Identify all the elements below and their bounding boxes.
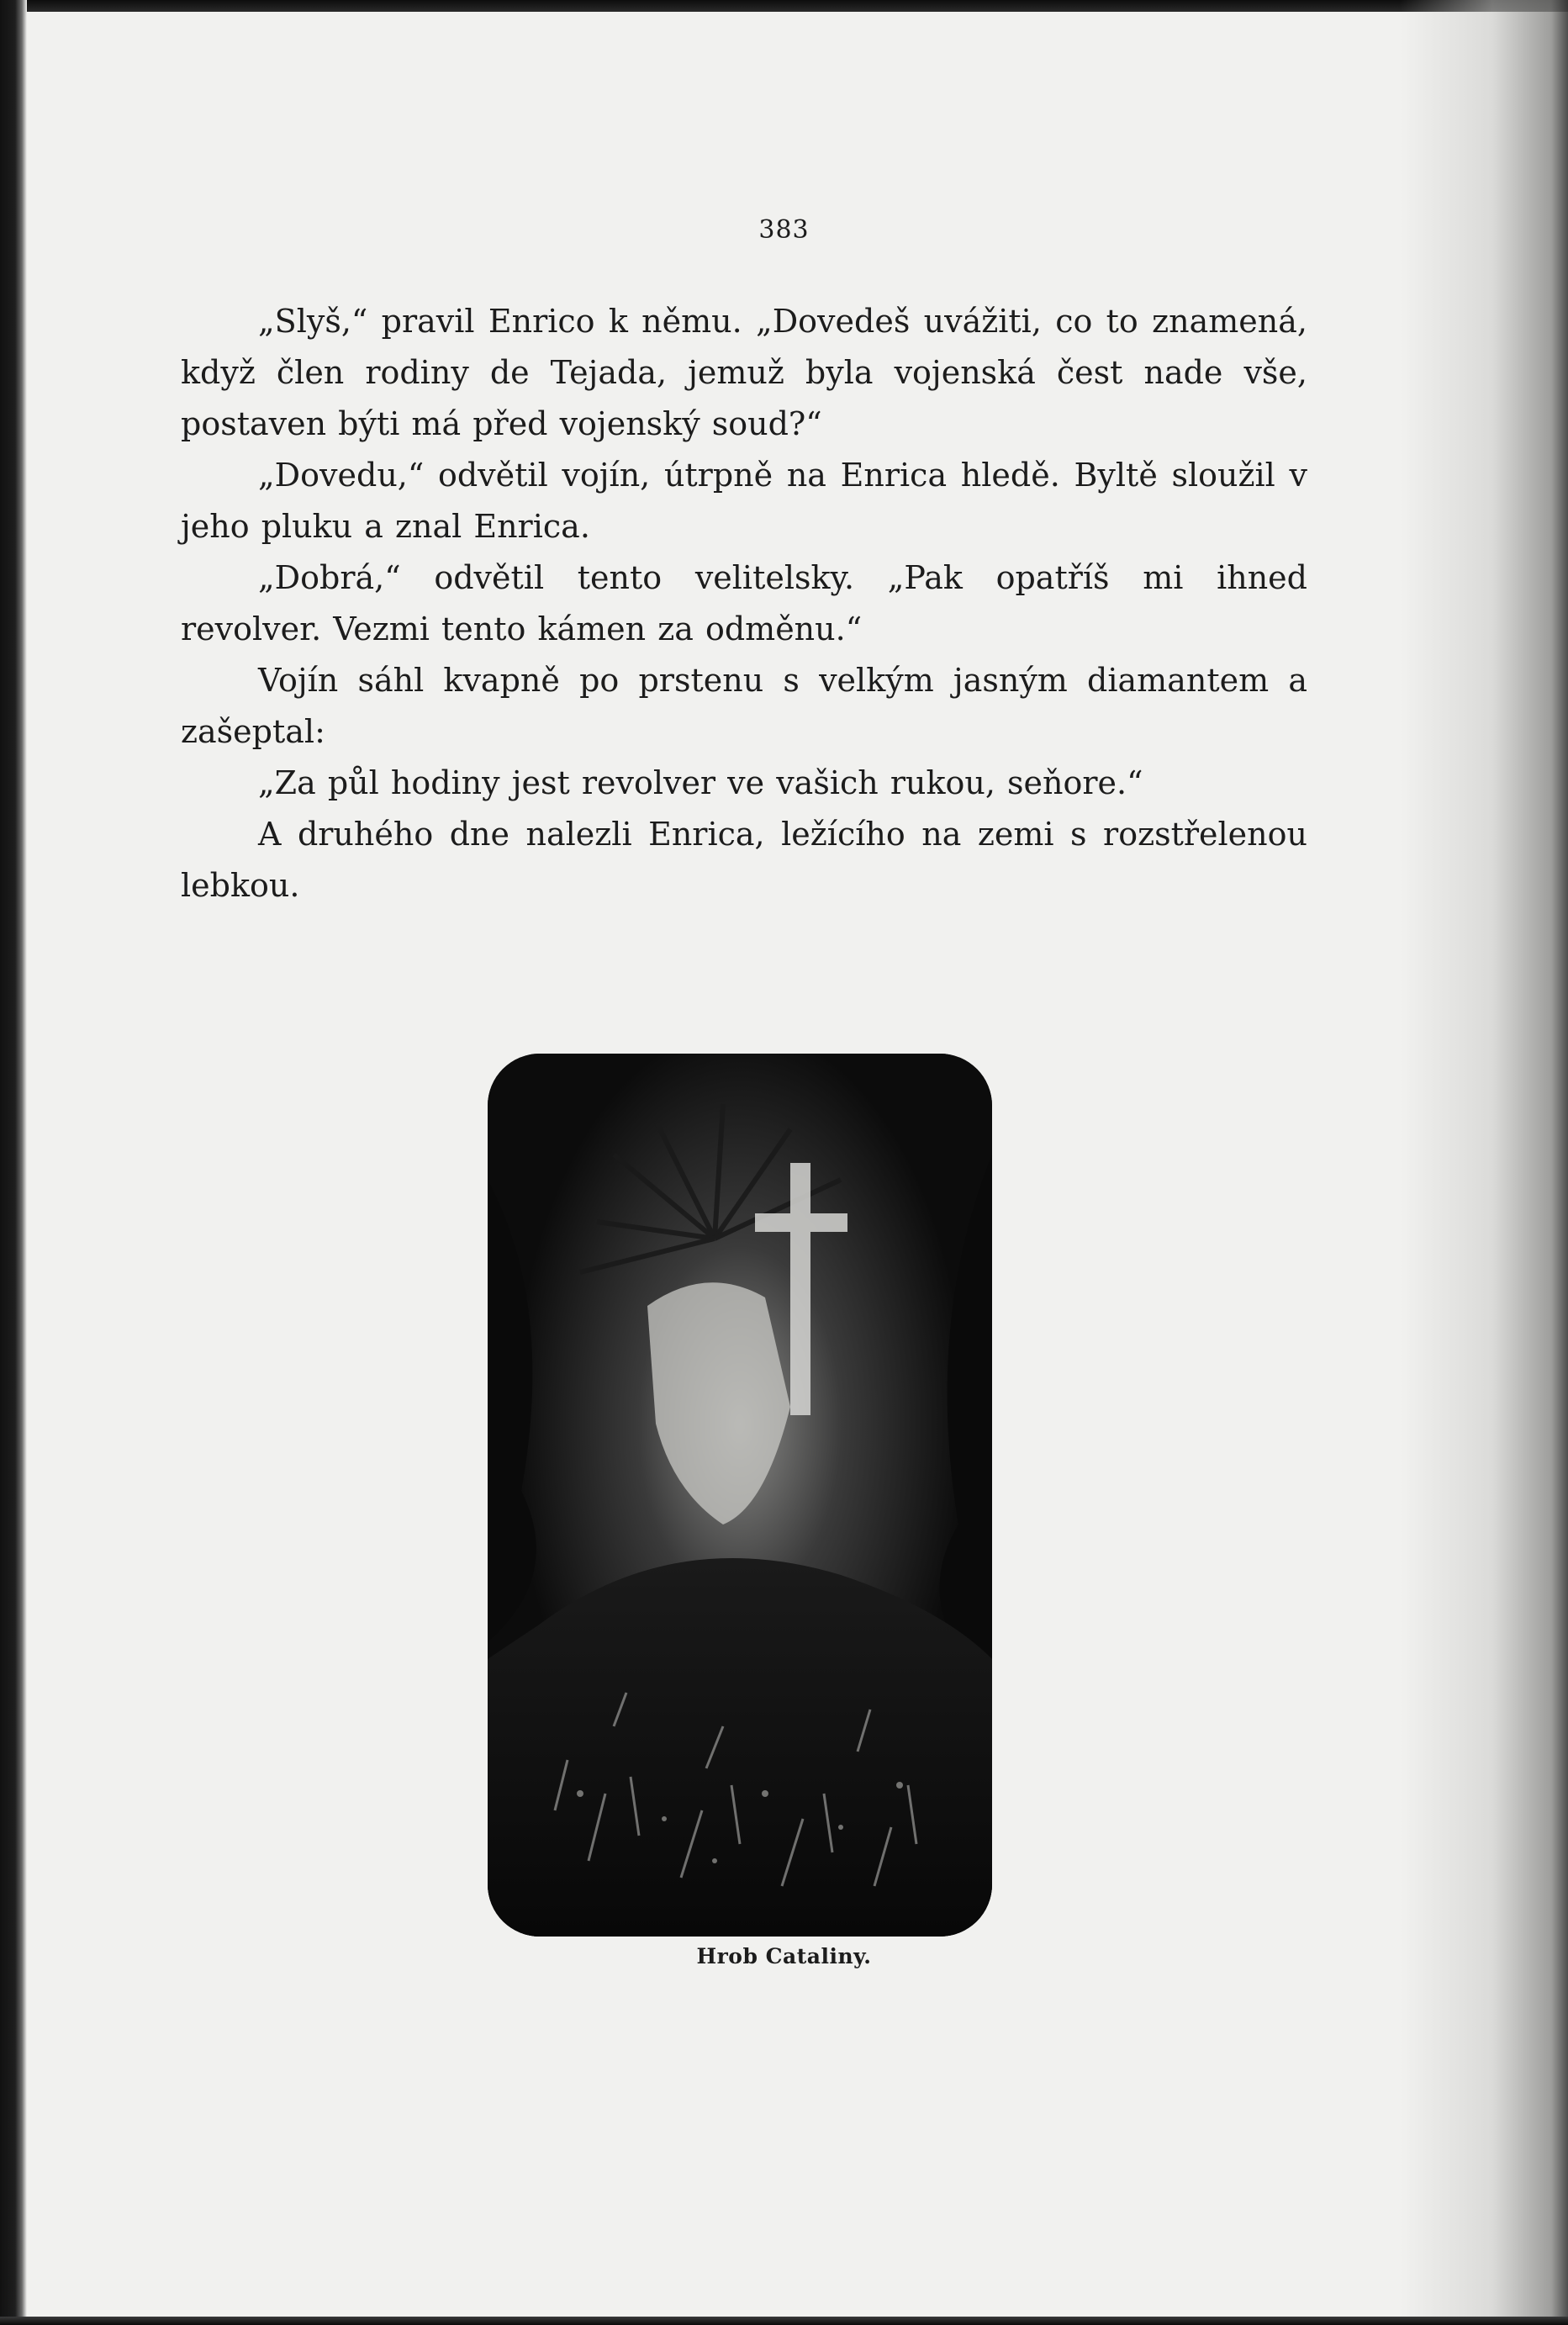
paragraph: „Dovedu,“ odvětil vojín, útrpně na Enrica hledě. Byltě sloužil v jeho pluku a znal Enrica. xyxy=(181,457,1307,545)
paragraph: „Slyš,“ pravil Enrico k němu. „Dovedeš uvážiti, co to znamená, když člen rodiny de Tejada, jemuž byla vojenská čest nade vše, postaven býti má před vojenský soud?“ xyxy=(181,303,1307,442)
grave-engraving-image xyxy=(488,1054,992,1937)
grave-illustration xyxy=(488,1054,992,1937)
body-text xyxy=(181,296,1307,912)
paragraph: „Za půl hodiny jest revolver ve vašich rukou, seňore.“ xyxy=(258,764,1143,801)
illustration-caption: Hrob Cataliny. xyxy=(696,1944,872,1968)
scan-edge-bottom xyxy=(0,2317,1568,2325)
scan-shadow-right xyxy=(1400,0,1568,2325)
scan-edge-left xyxy=(0,0,27,2325)
paragraph: A druhého dne nalezli Enrica, ležícího na zemi s rozstřelenou lebkou. xyxy=(181,816,1307,904)
scan-edge-top xyxy=(0,0,1568,12)
page-number: 383 xyxy=(758,215,810,245)
paragraph: „Dobrá,“ odvětil tento velitelsky. „Pak opatříš mi ihned revolver. Vezmi tento kámen za odměnu.“ xyxy=(181,559,1307,647)
paragraph: Vojín sáhl kvapně po prstenu s velkým jasným diamantem a zašeptal: xyxy=(181,662,1307,750)
